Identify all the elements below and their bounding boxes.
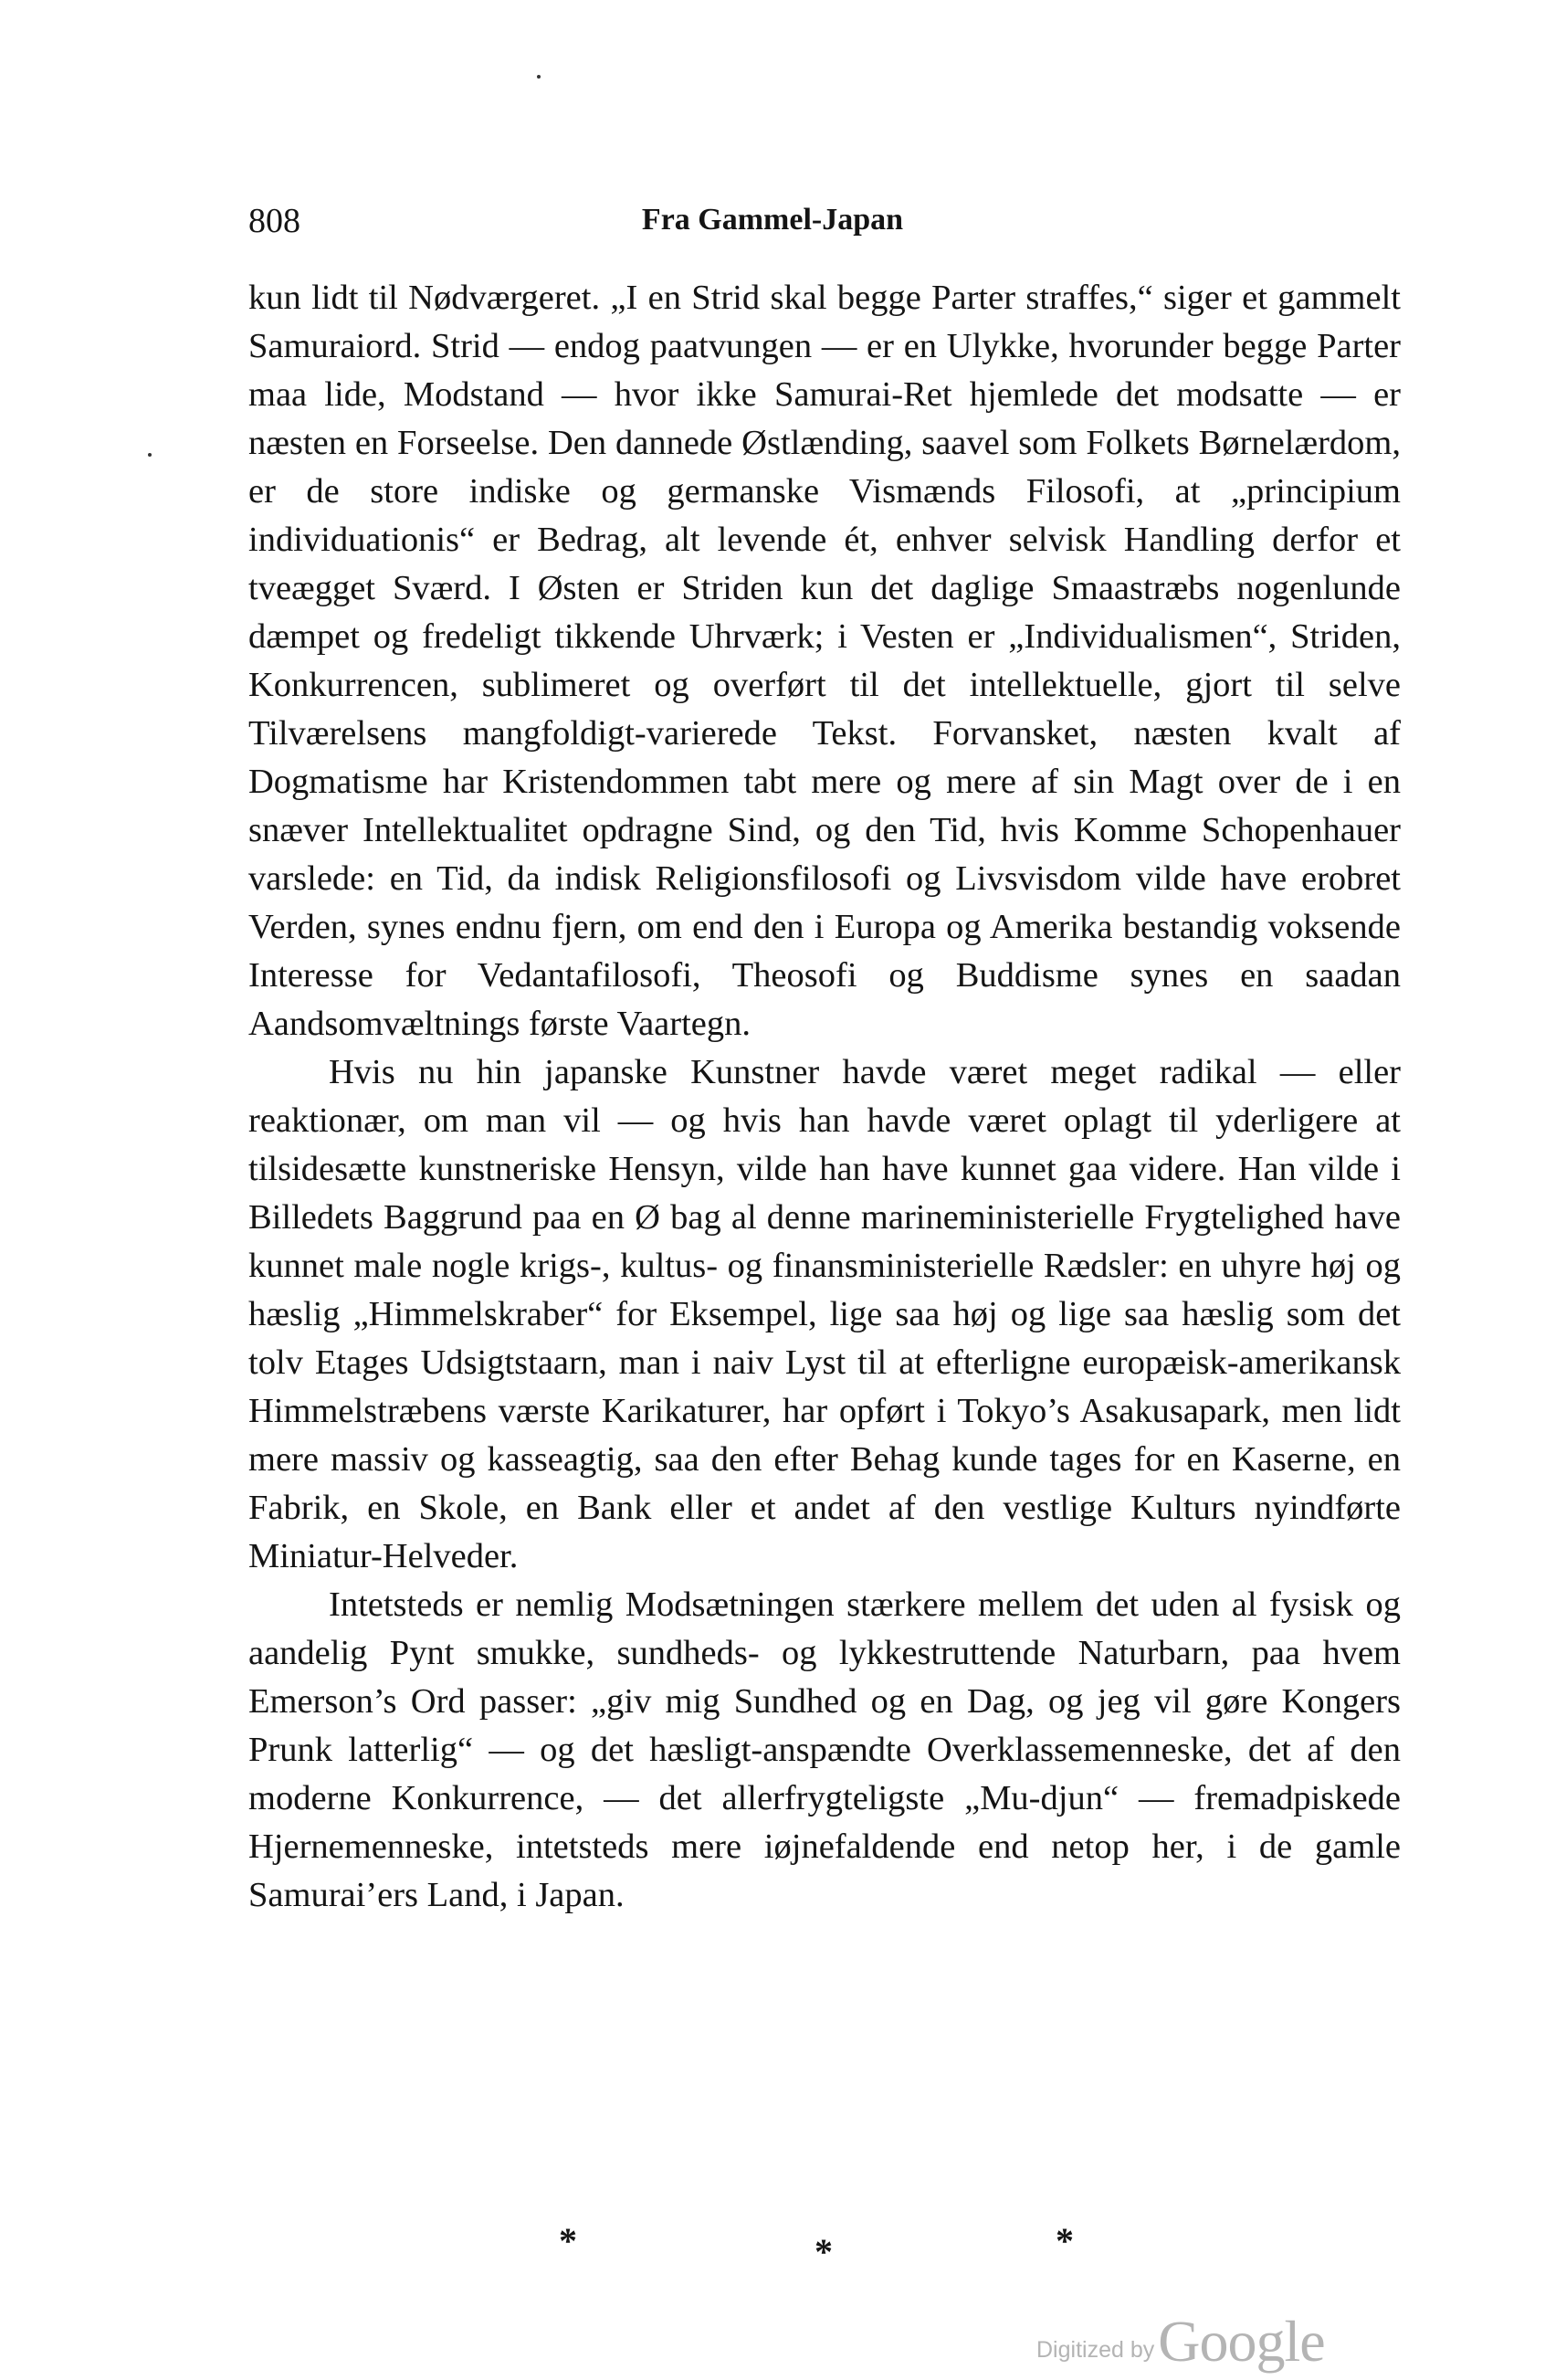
section-break-star-2: * — [815, 2231, 833, 2272]
body-text — [248, 274, 1401, 1920]
paragraph-2: Hvis nu hin japanske Kunstner havde været meget radikal — eller reaktionær, om man vil — og hvis han havde været oplagt til yderligere at tilsidesætte kunstneriske Hensyn, vilde han have kunnet gaa videre. Han vilde i Billedets Baggrund paa en Ø bag al denne marineministerielle Frygtelighed have kunnet male nogle krigs-, kultus- og finansministerielle Rædsler: en uhyre høj og hæslig „Himmelskraber“ for Eksempel, lige saa høj og lige saa hæslig som det tolv Etages Udsigtstaarn, man i naiv Lyst til at efterligne europæisk-amerikansk Himmelstræbens værste Karikaturer, har opført i Tokyo’s Asakusapark, men lidt mere massiv og kasseagtig, saa den efter Behag kunde tages for en Kaserne, en Fabrik, en Skole, en Bank eller et andet af den vestlige Kulturs nyindførte Miniatur-Helveder. — [248, 1053, 1401, 1575]
running-title: Fra Gammel-Japan — [641, 203, 904, 237]
watermark-brand-logo: Google — [1158, 2309, 1325, 2374]
scan-speck-left — [148, 453, 152, 457]
digitization-watermark — [1036, 2308, 1325, 2375]
paragraph-3: Intetsteds er nemlig Modsætningen stærkere mellem det uden al fysisk og aandelig Pynt smukke, sundheds- og lykkestruttende Naturbarn, paa hvem Emerson’s Ord passer: „giv mig Sundhed og en Dag, og jeg vil gøre Kongers Prunk latterlig“ — og det hæsligt-anspændte Overklassemenneske, det af den moderne Konkurrence, — det allerfrygteligste „Mu-djun“ — fremadpiskede Hjernemenneske, intetsteds mere iøjnefaldende end netop her, i de gamle Samurai’ers Land, i Japan. — [248, 1585, 1401, 1914]
scan-speck-top — [537, 75, 541, 79]
page-number: 808 — [248, 202, 300, 240]
paragraph-1: kun lidt til Nødværgeret. „I en Strid skal begge Parter straffes,“ siger et gammelt Samuraiord. Strid — endog paatvungen — er en Ulykke, hvorunder begge Parter maa lide, Modstand — hvor ikke Samurai-Ret hjemlede det modsatte — er næsten en Forseelse. Den dannede Østlænding, saavel som Folkets Børnelærdom, er de store indiske og germanske Vismænds Filosofi, at „principium individuationis“ er Bedrag, alt levende ét, enhver selvisk Handling derfor et tveægget Sværd. I Østen er Striden kun det daglige Smaastræbs nogenlunde dæmpet og fredeligt tikkende Uhrværk; i Vesten er „Individualismen“, Striden, Konkurrencen, sublimeret og overført til det intellektuelle, gjort til selve Tilværelsens mangfoldigt-varierede Tekst. Forvansket, næsten kvalt af Dogmatisme har Kristendommen tabt mere og mere af sin Magt over de i en snæver Intellektualitet opdragne Sind, og den Tid, hvis Komme Schopenhauer varslede: en Tid, da indisk Religionsfilosofi og Livsvisdom vilde have erobret Verden, synes endnu fjern, om end den i Europa og Amerika bestandig voksende Interesse for Vedantafilosofi, Theosofi og Buddisme synes en saadan Aandsomvæltnings første Vaartegn. — [248, 279, 1401, 1043]
section-break-star-3: * — [1056, 2220, 1074, 2261]
section-break-star-1: * — [559, 2220, 577, 2261]
watermark-prefix: Digitized by — [1036, 2337, 1155, 2363]
